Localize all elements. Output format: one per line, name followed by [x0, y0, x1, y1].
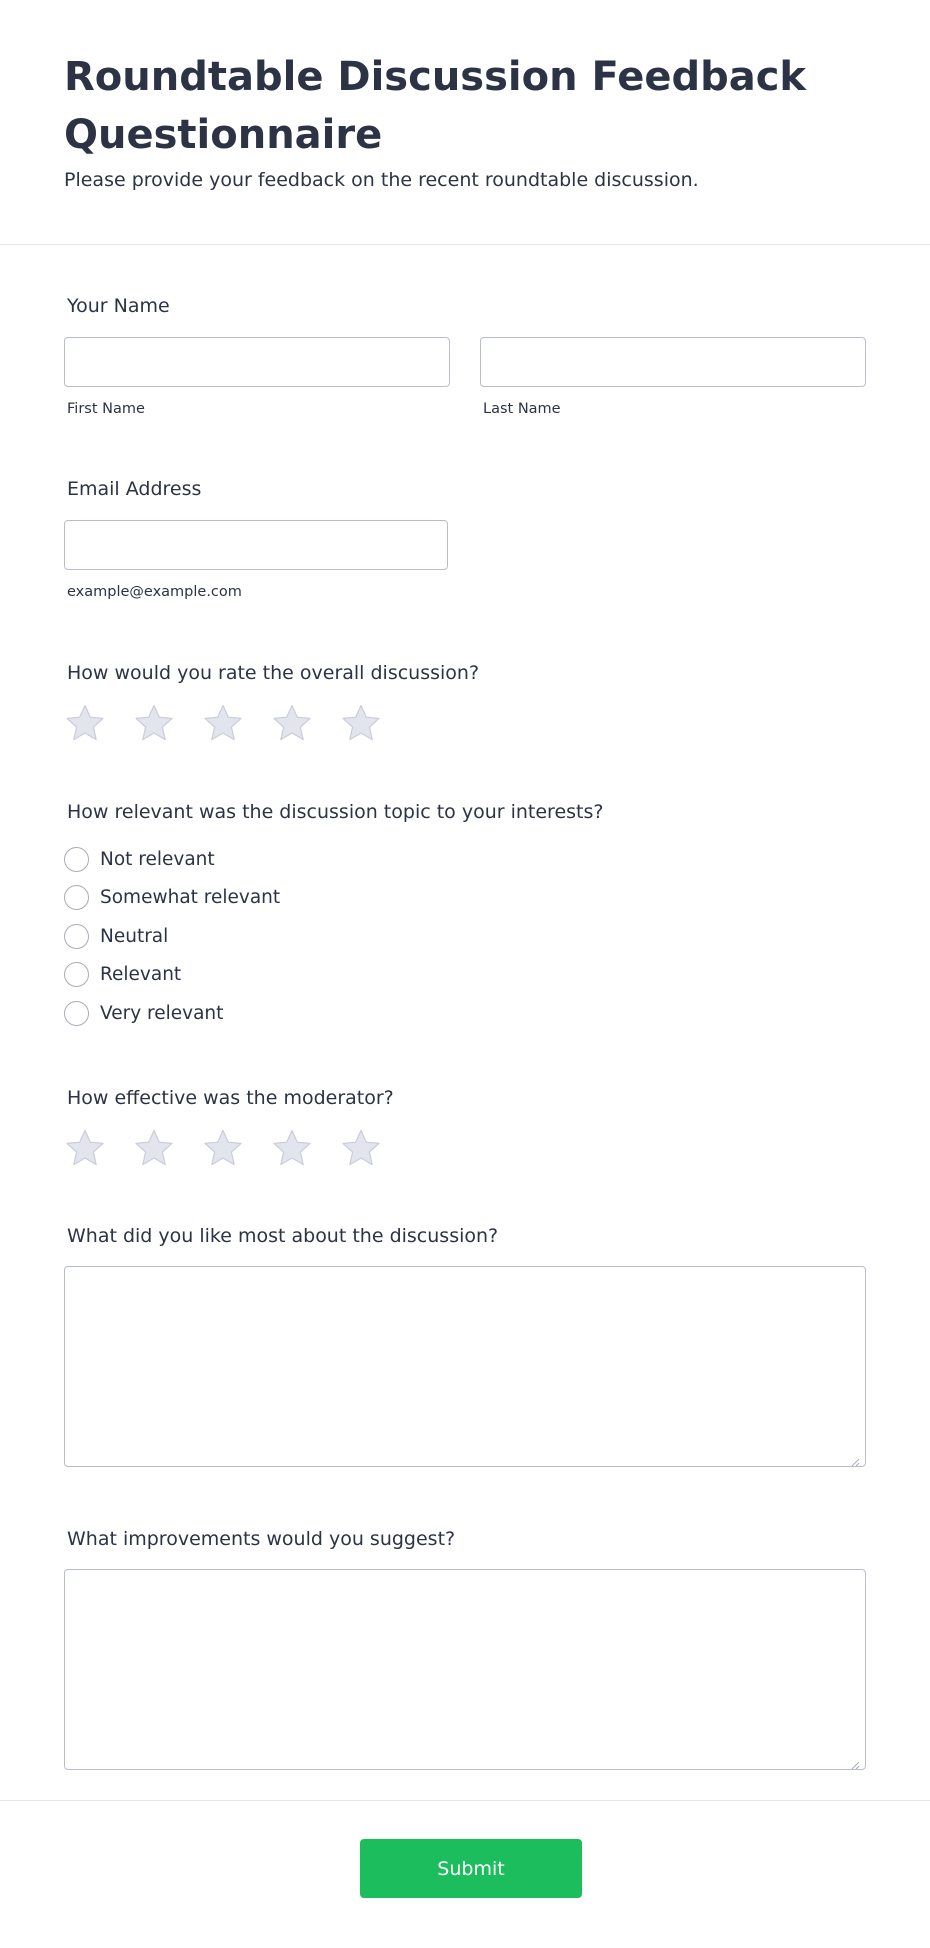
first-name-sublabel: First Name	[67, 401, 145, 417]
star-icon[interactable]	[64, 1127, 106, 1169]
form-description: Please provide your feedback on the recent roundtable discussion.	[64, 169, 699, 191]
improvements-textarea[interactable]	[64, 1569, 866, 1770]
radio-option-label: Somewhat relevant	[100, 887, 281, 909]
star-icon[interactable]	[133, 1127, 175, 1169]
overall-rating-stars	[64, 702, 409, 744]
radio-option-label: Not relevant	[100, 848, 215, 870]
resize-grip-icon[interactable]	[851, 1755, 860, 1764]
star-icon[interactable]	[340, 1127, 382, 1169]
star-icon[interactable]	[340, 702, 382, 744]
star-icon[interactable]	[271, 1127, 313, 1169]
radio-option-label: Relevant	[100, 964, 182, 986]
radio-button[interactable]	[64, 962, 89, 987]
submit-button[interactable]: Submit	[360, 1839, 582, 1898]
liked-most-textarea[interactable]	[64, 1266, 866, 1467]
relevance-option[interactable]	[64, 956, 280, 995]
email-label: Email Address	[67, 478, 202, 500]
email-sublabel: example@example.com	[67, 584, 242, 600]
last-name-input[interactable]	[480, 337, 866, 387]
footer-divider	[0, 1800, 930, 1801]
radio-button[interactable]	[64, 924, 89, 949]
last-name-sublabel: Last Name	[483, 401, 561, 417]
relevance-label: How relevant was the discussion topic to your interests?	[67, 801, 604, 823]
radio-option-label: Very relevant	[100, 1002, 224, 1024]
relevance-option[interactable]	[64, 994, 280, 1033]
email-input[interactable]	[64, 520, 448, 570]
radio-button[interactable]	[64, 1001, 89, 1026]
relevance-options	[64, 840, 280, 1033]
moderator-rating-stars	[64, 1127, 409, 1169]
star-icon[interactable]	[64, 702, 106, 744]
moderator-rating-label: How effective was the moderator?	[67, 1087, 394, 1109]
radio-option-label: Neutral	[100, 925, 169, 947]
first-name-input[interactable]	[64, 337, 450, 387]
liked-most-label: What did you like most about the discussion?	[67, 1225, 499, 1247]
resize-grip-icon[interactable]	[851, 1452, 860, 1461]
radio-button[interactable]	[64, 885, 89, 910]
form-title: Roundtable Discussion Feedback Questionnaire	[64, 54, 807, 158]
star-icon[interactable]	[202, 1127, 244, 1169]
star-icon[interactable]	[133, 702, 175, 744]
relevance-option[interactable]	[64, 917, 280, 956]
overall-rating-label: How would you rate the overall discussion?	[67, 662, 480, 684]
star-icon[interactable]	[202, 702, 244, 744]
relevance-option[interactable]	[64, 840, 280, 879]
star-icon[interactable]	[271, 702, 313, 744]
name-label: Your Name	[67, 295, 170, 317]
form-header	[0, 0, 930, 245]
relevance-option[interactable]	[64, 879, 280, 918]
improvements-label: What improvements would you suggest?	[67, 1528, 456, 1550]
radio-button[interactable]	[64, 847, 89, 872]
